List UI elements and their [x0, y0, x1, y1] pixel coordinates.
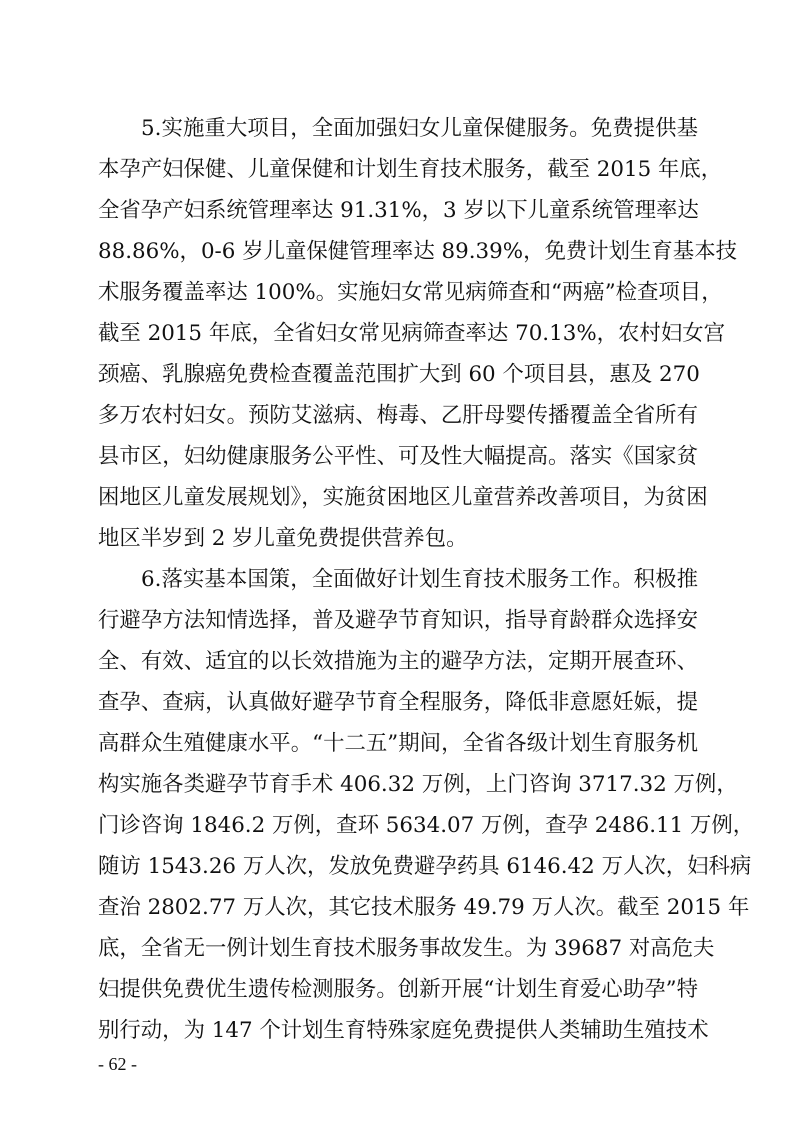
paragraph-2-line-1: 6.落实基本国策，全面做好计划生育技术服务工作。积极推 [141, 567, 698, 592]
paragraph-1-line-1: 5.实施重大项目，全面加强妇女儿童保健服务。免费提供基 [141, 116, 698, 141]
paragraph-2-line-10: 底，全省无一例计划生育技术服务事故发生。为 39687 对高危夫 [98, 936, 715, 961]
paragraph-2-line-4: 查孕、查病，认真做好避孕节育全程服务，降低非意愿妊娠，提 [98, 690, 698, 715]
paragraph-2-line-9: 查治 2802.77 万人次，其它技术服务 49.79 万人次。截至 2015 年 [98, 895, 750, 920]
page-number: - 62 - [98, 1054, 137, 1074]
paragraph-2-line-12: 别行动，为 147 个计划生育特殊家庭免费提供人类辅助生殖技术 [98, 1018, 709, 1043]
paragraph-2-line-8: 随访 1543.26 万人次，发放免费避孕药具 6146.42 万人次，妇科病 [98, 854, 752, 879]
paragraph-1-line-2: 本孕产妇保健、儿童保健和计划生育技术服务，截至 2015 年底， [98, 157, 723, 182]
paragraph-1-line-10: 困地区儿童发展规划》，实施贫困地区儿童营养改善项目，为贫困 [98, 485, 708, 510]
paragraph-2-line-5: 高群众生殖健康水平。“十二五”期间，全省各级计划生育服务机 [98, 731, 698, 756]
paragraph-1-line-9: 县市区，妇幼健康服务公平性、可及性大幅提高。落实《国家贫 [98, 444, 698, 469]
paragraph-2-line-11: 妇提供免费优生遗传检测服务。创新开展“计划生育爱心助孕”特 [98, 977, 698, 1002]
paragraph-1-line-5: 术服务覆盖率达 100%。实施妇女常见病筛查和“两癌”检查项目， [98, 280, 723, 305]
paragraph-2-line-3: 全、有效、适宜的以长效措施为主的避孕方法，定期开展查环、 [98, 649, 698, 674]
paragraph-2-line-2: 行避孕方法知情选择，普及避孕节育知识，指导育龄群众选择安 [98, 608, 698, 633]
paragraph-2-line-7: 门诊咨询 1846.2 万例，查环 5634.07 万例，查孕 2486.11 万例， [98, 813, 755, 838]
paragraph-1-line-6: 截至 2015 年底，全省妇女常见病筛查率达 70.13%，农村妇女宫 [98, 321, 725, 346]
paragraph-2-line-6: 构实施各类避孕节育手术 406.32 万例，上门咨询 3717.32 万例， [98, 772, 738, 797]
paragraph-1-line-7: 颈癌、乳腺癌免费检查覆盖范围扩大到 60 个项目县，惠及 270 [98, 362, 700, 387]
paragraph-1-line-8: 多万农村妇女。预防艾滋病、梅毒、乙肝母婴传播覆盖全省所有 [98, 403, 698, 428]
paragraph-1-line-4: 88.86%，0-6 岁儿童保健管理率达 89.39%，免费计划生育基本技 [98, 239, 737, 264]
paragraph-1-line-3: 全省孕产妇系统管理率达 91.31%，3 岁以下儿童系统管理率达 [98, 198, 699, 223]
paragraph-1-line-11: 地区半岁到 2 岁儿童免费提供营养包。 [98, 526, 468, 551]
